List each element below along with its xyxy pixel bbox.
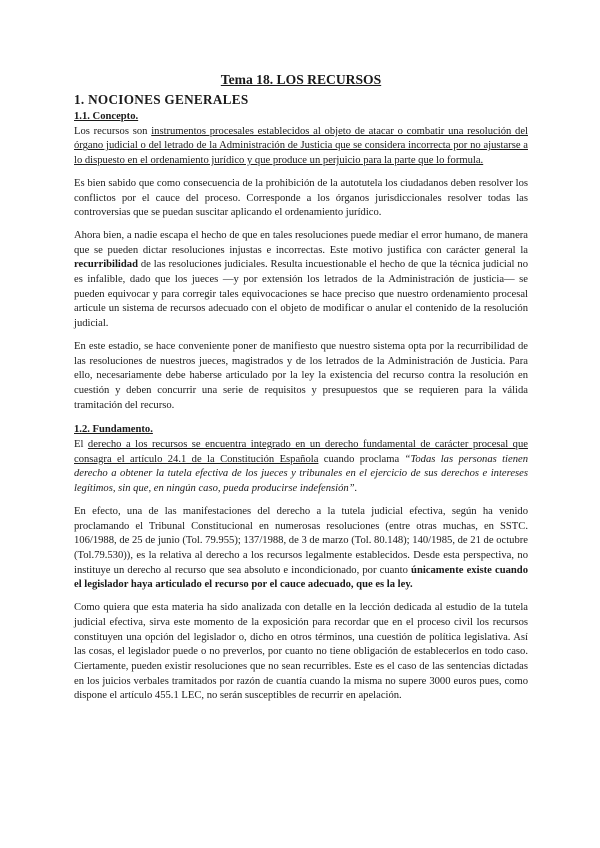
text-run: En efecto, una de las manifestaciones del derecho a la tutela judicial efectiva, según ha venido proclamando el Tribunal Constitucional en numerosas resoluciones (entre otras muchas, en SSTC. 106/1988, de 25 de junio (Tol. 79.955); 137/1988, de 3 de marzo (Tol. 80.148); 140/1985, de 21 de octubre (Tol.79.530)), es la relativa al derecho a los recursos legalmente establecidos. Desde esta perspectiva, no instituye un derecho al recurso que sea absoluto e incondicionado, por cuanto [74, 505, 528, 576]
underlined-statement: derecho a los recursos se encuentra integrado en un derecho fundamental de carácter procesal que consagra el artículo 24.1 de la Constitución Española [74, 439, 528, 465]
paragraph-politica-legislativa: Como quiera que esta materia ha sido analizada con detalle en la lección dedicada al estudio de la tutela judicial efectiva, sirva este momento de la exposición para recordar que en el proceso civil los recursos constituyen una opción del legislador o, dicho en otros términos, una cuestión de política legislativa. Así las cosas, el legislador puede o no preverlos, por cuanto no tiene obligación de establecerlos en todo caso. Ciertamente, pueden existir resoluciones que no sean recurribles. Este es el caso de las sentencias dictadas en los juicios verbales tramitados por razón de cuantía cuando la misma no supere 3000 euros pues, como dispone el artículo 455.1 LEC, no serán susceptibles de recurrir en apelación. [74, 602, 528, 702]
page-title: Tema 18. LOS RECURSOS [220, 72, 382, 87]
text-run: cuando proclama [318, 453, 405, 465]
document-page [74, 72, 528, 704]
section-heading-nociones: 1. NOCIONES GENERALES [74, 92, 249, 107]
subsection-heading-concepto: 1.1. Concepto. [74, 111, 139, 122]
text-run: de las resoluciones judiciales. Resulta incuestionable el hecho de que la técnica judicial no es infalible, dado que los jueces —y por extensión los letrados de la Administración de justicia— se pueden equivocar y para corregir tales equivocaciones se hace preciso que nuestro ordenamiento procesal articule un sistema de recursos adecuado con el objeto de modificar o anular el contenido de la resolución judicial. [74, 259, 528, 330]
paragraph-recurribilidad [74, 229, 528, 332]
paragraph-autotutela: Es bien sabido que como consecuencia de la prohibición de la autotutela los ciudadanos deben resolver los conflictos por el cauce del proceso. Corresponde a los órganos jurisdiccionales resolver todas las controversias que se puedan suscitar aplicando el ordenamiento jurídico. [74, 177, 528, 219]
bold-statement: únicamente existe cuando el legislador haya articulado el recurso por el cauce adecuado, que es la ley. [74, 564, 528, 591]
text-run: El [74, 439, 88, 451]
paragraph-concepto-definition [74, 125, 528, 169]
paragraph-fundamento-derecho [74, 438, 528, 497]
paragraph-estadio: En este estadio, se hace conveniente poner de manifiesto que nuestro sistema opta por la recurribilidad de las resoluciones de nuestros jueces, magistrados y de los letrados de la Administración de Justicia. Para ello, necesariamente debe haberse articulado por la ley la existencia del recurso contra la resolución en cuestión y deben concurrir una serie de requisitos y presupuestos que se requieren para la válida tramitación del recurso. [74, 340, 528, 411]
paragraph-tutela-judicial [74, 505, 528, 593]
text-run: Los recursos son [74, 125, 152, 137]
underlined-definition: instrumentos procesales establecidos al objeto de atacar o combatir una resolución del órgano judicial o del letrado de la Administración de Justicia que se considera incorrecta por no ajustarse a lo dispuesto en el ordenamiento jurídico y que produce un perjuicio para la parte que lo formula. [74, 125, 528, 167]
italic-quote: “Todas las personas tienen derecho a obtener la tutela efectiva de los jueces y tribunales en el ejercicio de sus derechos e intereses legítimos, sin que, en ningún caso, pueda producirse indefensión”. [74, 453, 528, 495]
text-run: Ahora bien, a nadie escapa el hecho de que en tales resoluciones puede mediar el error humano, de manera que se pueden dictar resoluciones injustas e incorrectas. Este motivo justifica con carácter general la [74, 229, 528, 256]
bold-term: recurribilidad [74, 259, 138, 271]
subsection-heading-fundamento: 1.2. Fundamento. [74, 424, 153, 436]
